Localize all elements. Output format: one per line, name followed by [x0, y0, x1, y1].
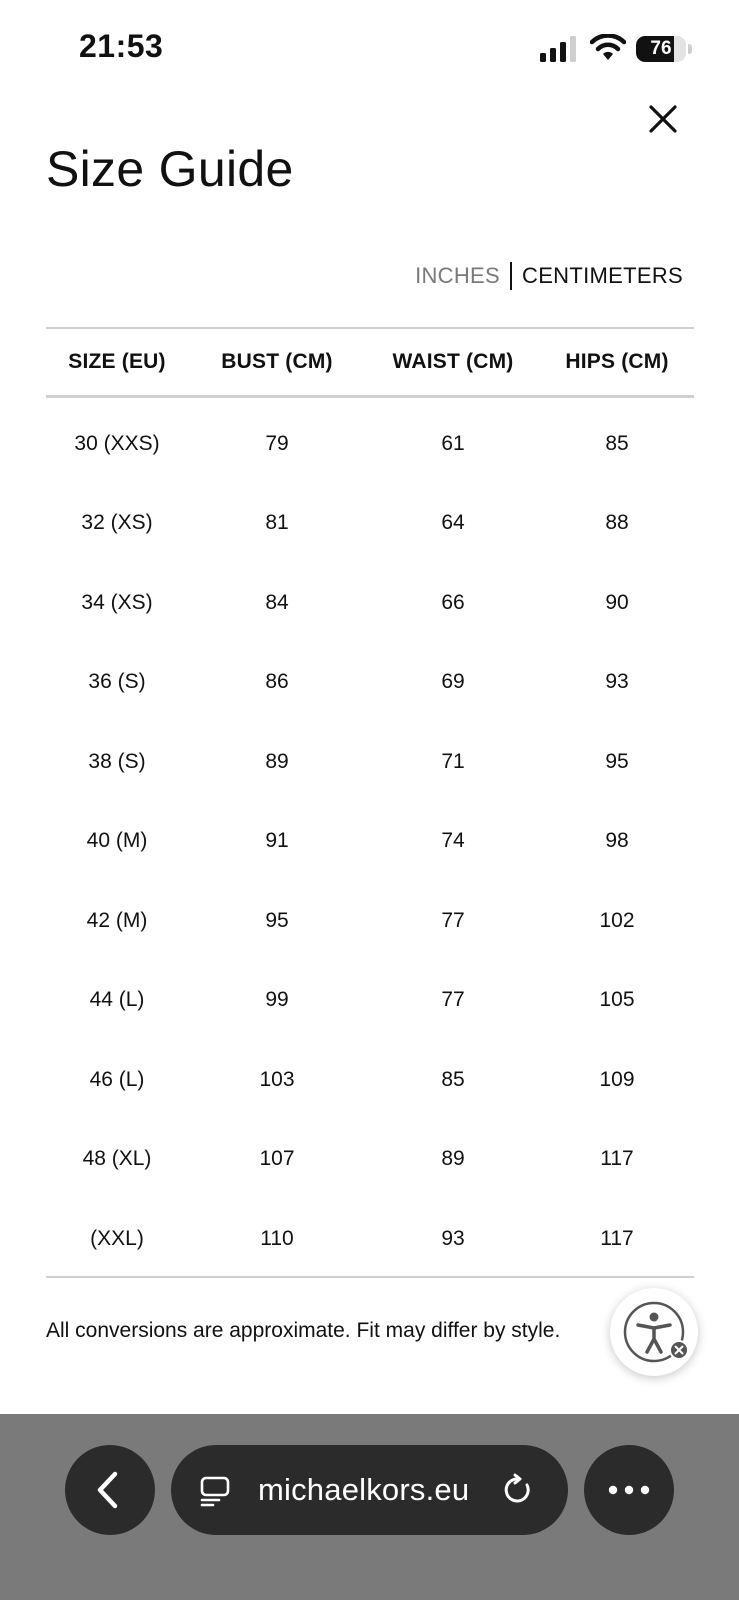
table-row — [46, 961, 694, 1041]
cell-size: 32 (XS) — [81, 511, 153, 535]
cell-hips: 117 — [600, 1147, 634, 1171]
cell-size: 34 (XS) — [81, 590, 153, 614]
battery-level: 76 — [650, 38, 672, 59]
url-text[interactable]: michaelkors.eu — [258, 1472, 470, 1507]
reload-icon[interactable] — [501, 1473, 535, 1507]
cell-bust: 99 — [265, 988, 289, 1012]
cell-size: 48 (XL) — [82, 1147, 152, 1171]
cell-hips: 88 — [605, 511, 629, 535]
tabs-icon — [199, 1475, 231, 1507]
back-chevron-icon — [65, 1445, 155, 1535]
cell-hips: 93 — [605, 670, 629, 694]
table-row — [46, 1120, 694, 1200]
header-hips: HIPS (CM) — [565, 350, 669, 373]
unit-separator — [510, 262, 512, 290]
table-row — [46, 1040, 694, 1120]
cell-size: 38 (S) — [88, 749, 146, 773]
table-body — [46, 397, 694, 1279]
wifi-icon — [590, 34, 626, 62]
cell-hips: 117 — [600, 1226, 634, 1250]
cell-size: 42 (M) — [86, 908, 148, 932]
cell-waist: 89 — [441, 1147, 465, 1171]
cell-waist: 64 — [441, 511, 465, 535]
back-button[interactable] — [65, 1445, 155, 1535]
cell-size: (XXL) — [90, 1226, 144, 1250]
cell-waist: 77 — [441, 908, 465, 932]
address-bar[interactable] — [171, 1445, 568, 1535]
cellular-signal-icon — [540, 36, 580, 62]
cell-waist: 66 — [441, 590, 465, 614]
cell-waist: 71 — [441, 749, 465, 773]
cell-size: 46 (L) — [89, 1067, 145, 1091]
cell-bust: 89 — [265, 749, 289, 773]
header-size: SIZE (EU) — [68, 350, 166, 373]
header-waist: WAIST (CM) — [392, 350, 514, 373]
cell-bust: 95 — [265, 908, 289, 932]
close-icon[interactable] — [644, 100, 682, 138]
cell-waist: 69 — [441, 670, 465, 694]
cell-hips: 102 — [599, 908, 635, 932]
cell-hips: 109 — [599, 1067, 635, 1091]
cell-bust: 110 — [260, 1226, 294, 1250]
cell-waist: 61 — [441, 431, 465, 455]
accessibility-icon — [610, 1288, 698, 1376]
cell-waist: 74 — [441, 829, 465, 853]
unit-option-inches[interactable]: INCHES — [415, 263, 501, 288]
size-table — [46, 327, 694, 1279]
unit-option-centimeters[interactable]: CENTIMETERS — [522, 263, 683, 288]
more-button[interactable] — [584, 1445, 674, 1535]
table-row — [46, 802, 694, 882]
cell-size: 40 (M) — [86, 829, 148, 853]
more-icon — [584, 1445, 674, 1535]
cell-bust: 86 — [265, 670, 289, 694]
table-row — [46, 563, 694, 643]
status-bar — [0, 0, 739, 96]
unit-toggle — [415, 262, 683, 290]
battery-icon — [636, 36, 692, 62]
cell-waist: 77 — [441, 988, 465, 1012]
cell-hips: 95 — [605, 749, 629, 773]
cell-hips: 85 — [605, 431, 629, 455]
table-row — [46, 722, 694, 802]
table-row — [46, 484, 694, 564]
status-time: 21:53 — [79, 28, 164, 64]
cell-bust: 84 — [265, 590, 289, 614]
cell-size: 44 (L) — [89, 988, 145, 1012]
cell-bust: 79 — [265, 431, 289, 455]
cell-hips: 90 — [605, 590, 629, 614]
disclaimer-text: All conversions are approximate. Fit may differ by style. — [46, 1319, 561, 1342]
table-row — [46, 881, 694, 961]
cell-hips: 98 — [605, 829, 629, 853]
cell-hips: 105 — [599, 988, 635, 1012]
page-title: Size Guide — [46, 141, 294, 197]
table-header-row — [46, 328, 694, 397]
cell-bust: 103 — [259, 1067, 295, 1091]
accessibility-button[interactable] — [610, 1288, 698, 1376]
table-row — [46, 1199, 694, 1279]
table-row — [46, 397, 694, 484]
header-bust: BUST (CM) — [221, 350, 333, 373]
table-row — [46, 643, 694, 723]
cell-bust: 81 — [265, 511, 289, 535]
cell-waist: 93 — [441, 1226, 465, 1250]
table-divider — [46, 1276, 694, 1278]
cell-waist: 85 — [441, 1067, 465, 1091]
cell-size: 30 (XXS) — [74, 431, 160, 455]
cell-size: 36 (S) — [88, 670, 146, 694]
cell-bust: 91 — [265, 829, 289, 853]
cell-bust: 107 — [259, 1147, 295, 1171]
